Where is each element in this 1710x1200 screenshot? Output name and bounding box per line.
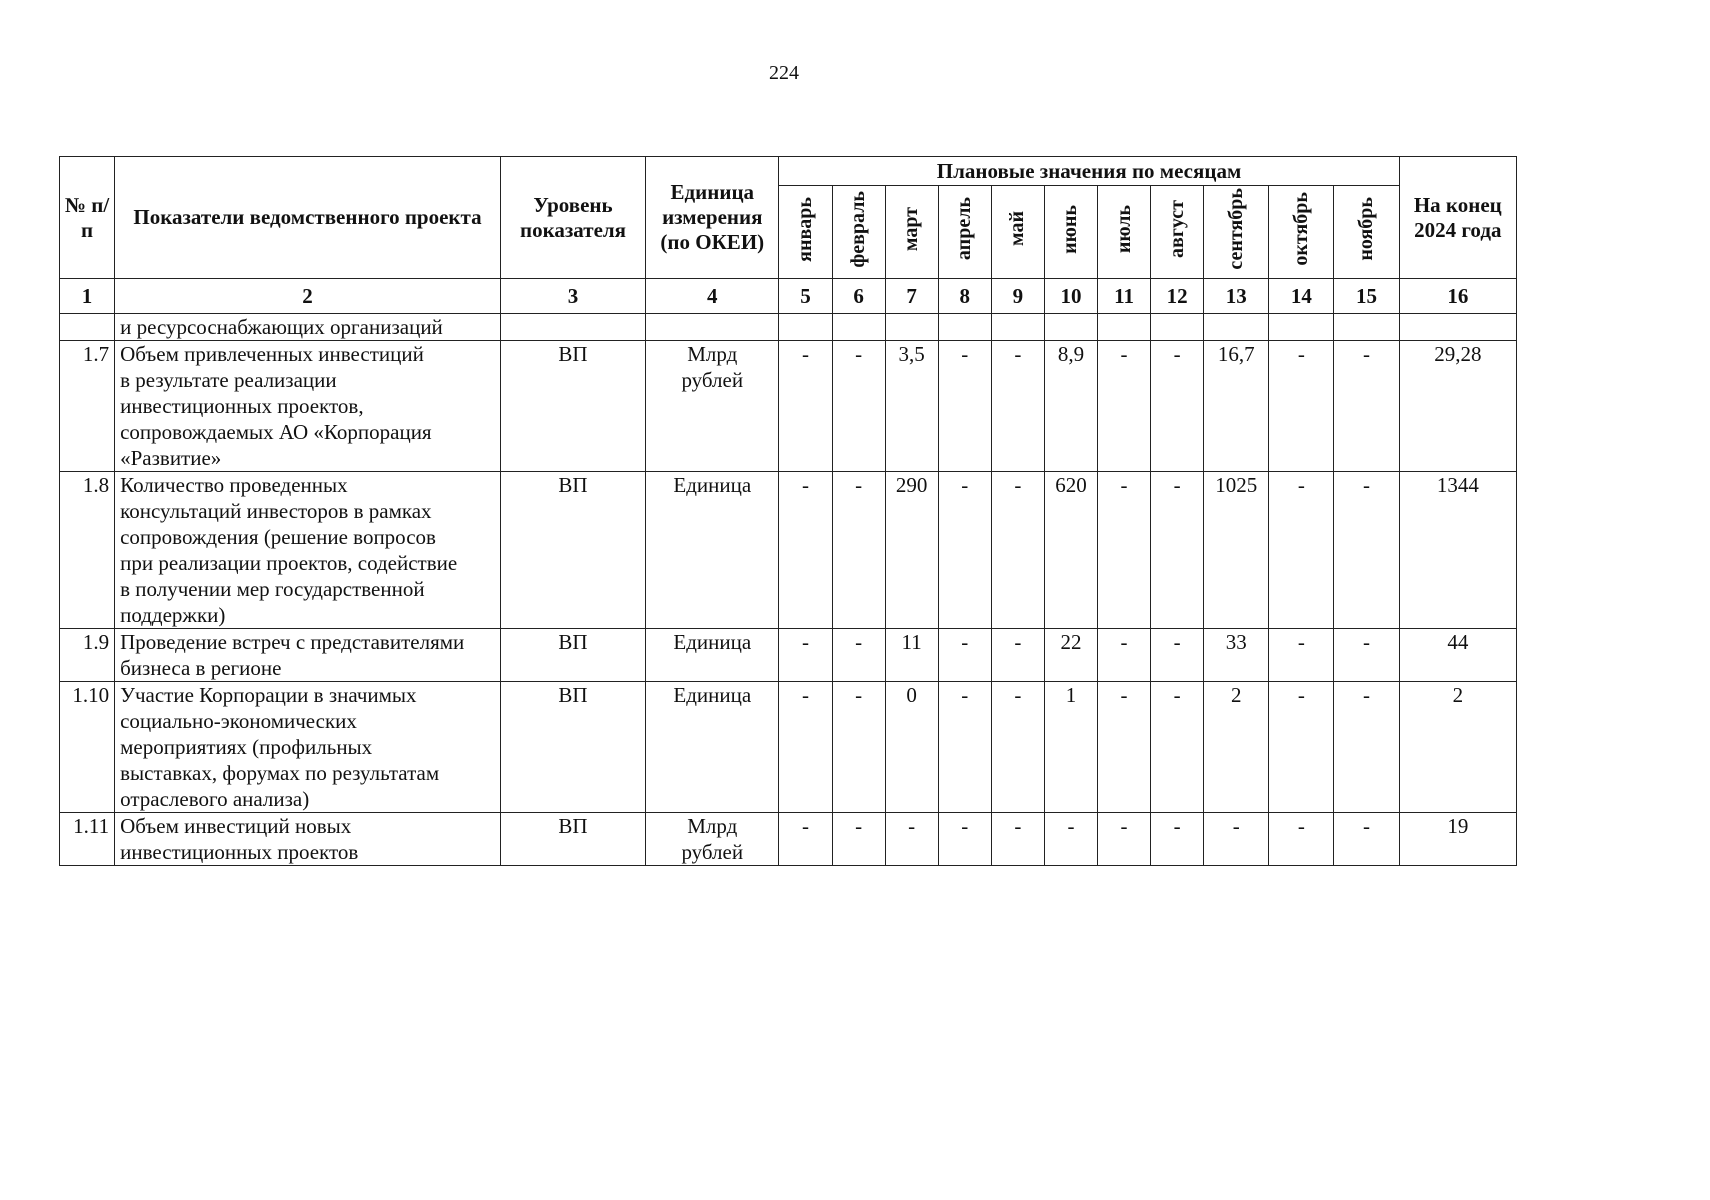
month-value: 290 <box>885 472 938 629</box>
month-value: 620 <box>1044 472 1097 629</box>
column-number: 13 <box>1204 279 1269 314</box>
end-of-year-value: 19 <box>1399 813 1516 866</box>
header-months-group: Плановые значения по месяцам <box>779 157 1399 186</box>
row-number: 1.10 <box>60 682 115 813</box>
page-number: 224 <box>769 62 799 84</box>
month-value: - <box>1269 341 1334 472</box>
month-value: - <box>779 682 832 813</box>
month-value: 1 <box>1044 682 1097 813</box>
continuation-text: и ресурсоснабжающих организаций <box>115 314 501 341</box>
end-of-year-value: 2 <box>1399 682 1516 813</box>
month-value: - <box>1334 813 1399 866</box>
month-value: 8,9 <box>1044 341 1097 472</box>
row-indicator: Объем инвестиций новых инвестиционных проектов <box>115 813 501 866</box>
row-number: 1.11 <box>60 813 115 866</box>
month-value: - <box>991 813 1044 866</box>
header-month: август <box>1151 186 1204 279</box>
column-number: 11 <box>1097 279 1150 314</box>
month-value: - <box>1044 813 1097 866</box>
row-number: 1.9 <box>60 629 115 682</box>
month-value: - <box>1204 813 1269 866</box>
month-value: - <box>1269 629 1334 682</box>
row-level: ВП <box>500 813 645 866</box>
month-value: 11 <box>885 629 938 682</box>
month-value: - <box>1097 629 1150 682</box>
row-indicator: Проведение встреч с представителями бизнеса в регионе <box>115 629 501 682</box>
header-month: март <box>885 186 938 279</box>
table-row <box>60 813 1517 866</box>
column-number: 5 <box>779 279 832 314</box>
month-value: - <box>779 629 832 682</box>
column-number: 6 <box>832 279 885 314</box>
month-value: 2 <box>1204 682 1269 813</box>
month-value: - <box>1097 341 1150 472</box>
column-number: 15 <box>1334 279 1399 314</box>
table-row <box>60 341 1517 472</box>
row-unit: Млрд рублей <box>646 341 779 472</box>
month-value: - <box>832 682 885 813</box>
month-value: - <box>1097 813 1150 866</box>
row-indicator: Объем привлеченных инвестиций в результате реализации инвестиционных проектов, сопровождаемых АО «Корпорация «Развитие» <box>115 341 501 472</box>
month-value: - <box>991 629 1044 682</box>
end-of-year-value: 29,28 <box>1399 341 1516 472</box>
indicators-table <box>59 156 1517 866</box>
month-value: 33 <box>1204 629 1269 682</box>
column-number: 16 <box>1399 279 1516 314</box>
month-value: - <box>1269 472 1334 629</box>
row-indicator: Количество проведенных консультаций инвесторов в рамках сопровождения (решение вопросов при реализации проектов, содействие в получении мер государственной поддержки) <box>115 472 501 629</box>
header-month: сентябрь <box>1204 186 1269 279</box>
month-value: - <box>1334 472 1399 629</box>
month-value: - <box>938 629 991 682</box>
month-value: - <box>938 472 991 629</box>
month-value: - <box>1097 682 1150 813</box>
column-number: 2 <box>115 279 501 314</box>
column-number: 12 <box>1151 279 1204 314</box>
row-unit: Единица <box>646 629 779 682</box>
row-level: ВП <box>500 472 645 629</box>
header-end-of-year: На конец 2024 года <box>1399 157 1516 279</box>
month-value: - <box>779 341 832 472</box>
header-month: апрель <box>938 186 991 279</box>
month-value: - <box>779 472 832 629</box>
month-value: - <box>832 813 885 866</box>
column-number: 9 <box>991 279 1044 314</box>
month-value: - <box>1269 682 1334 813</box>
month-value: - <box>1097 472 1150 629</box>
row-level: ВП <box>500 682 645 813</box>
month-value: - <box>938 682 991 813</box>
header-indicator: Показатели ведомственного проекта <box>115 157 501 279</box>
header-month: февраль <box>832 186 885 279</box>
month-value: - <box>1334 682 1399 813</box>
month-value: - <box>938 813 991 866</box>
month-value: - <box>991 472 1044 629</box>
column-numbers-row <box>60 279 1517 314</box>
header-month: ноябрь <box>1334 186 1399 279</box>
row-unit: Единица <box>646 472 779 629</box>
month-value: 16,7 <box>1204 341 1269 472</box>
row-level: ВП <box>500 629 645 682</box>
header-level: Уровень показателя <box>500 157 645 279</box>
month-value: - <box>1151 341 1204 472</box>
table-body <box>60 314 1517 866</box>
month-value: - <box>991 682 1044 813</box>
month-value: 22 <box>1044 629 1097 682</box>
month-value: - <box>1334 629 1399 682</box>
header-month: июнь <box>1044 186 1097 279</box>
row-indicator: Участие Корпорации в значимых социально-экономических мероприятиях (профильных выставках, форумах по результатам отраслевого анализа) <box>115 682 501 813</box>
row-unit: Единица <box>646 682 779 813</box>
month-value: - <box>1269 813 1334 866</box>
table-row <box>60 682 1517 813</box>
row-number: 1.7 <box>60 341 115 472</box>
column-number: 7 <box>885 279 938 314</box>
month-value: - <box>1151 682 1204 813</box>
month-value: - <box>832 472 885 629</box>
month-value: - <box>1151 813 1204 866</box>
end-of-year-value: 1344 <box>1399 472 1516 629</box>
row-unit: Млрд рублей <box>646 813 779 866</box>
header-unit: Единица измерения (по ОКЕИ) <box>646 157 779 279</box>
header-num: № п/п <box>60 157 115 279</box>
header-month: октябрь <box>1269 186 1334 279</box>
month-value: - <box>1151 629 1204 682</box>
row-number: 1.8 <box>60 472 115 629</box>
header-month: май <box>991 186 1044 279</box>
month-value: 1025 <box>1204 472 1269 629</box>
column-number: 3 <box>500 279 645 314</box>
month-value: 3,5 <box>885 341 938 472</box>
end-of-year-value: 44 <box>1399 629 1516 682</box>
month-value: - <box>938 341 991 472</box>
month-value: - <box>991 341 1044 472</box>
month-value: - <box>832 629 885 682</box>
month-value: 0 <box>885 682 938 813</box>
column-number: 1 <box>60 279 115 314</box>
column-number: 8 <box>938 279 991 314</box>
continuation-row <box>60 314 1517 341</box>
month-value: - <box>1151 472 1204 629</box>
row-level: ВП <box>500 341 645 472</box>
table-row <box>60 472 1517 629</box>
month-value: - <box>832 341 885 472</box>
table-row <box>60 629 1517 682</box>
month-value: - <box>779 813 832 866</box>
column-number: 10 <box>1044 279 1097 314</box>
column-number: 4 <box>646 279 779 314</box>
month-value: - <box>885 813 938 866</box>
column-number: 14 <box>1269 279 1334 314</box>
month-value: - <box>1334 341 1399 472</box>
header-month: январь <box>779 186 832 279</box>
header-month: июль <box>1097 186 1150 279</box>
